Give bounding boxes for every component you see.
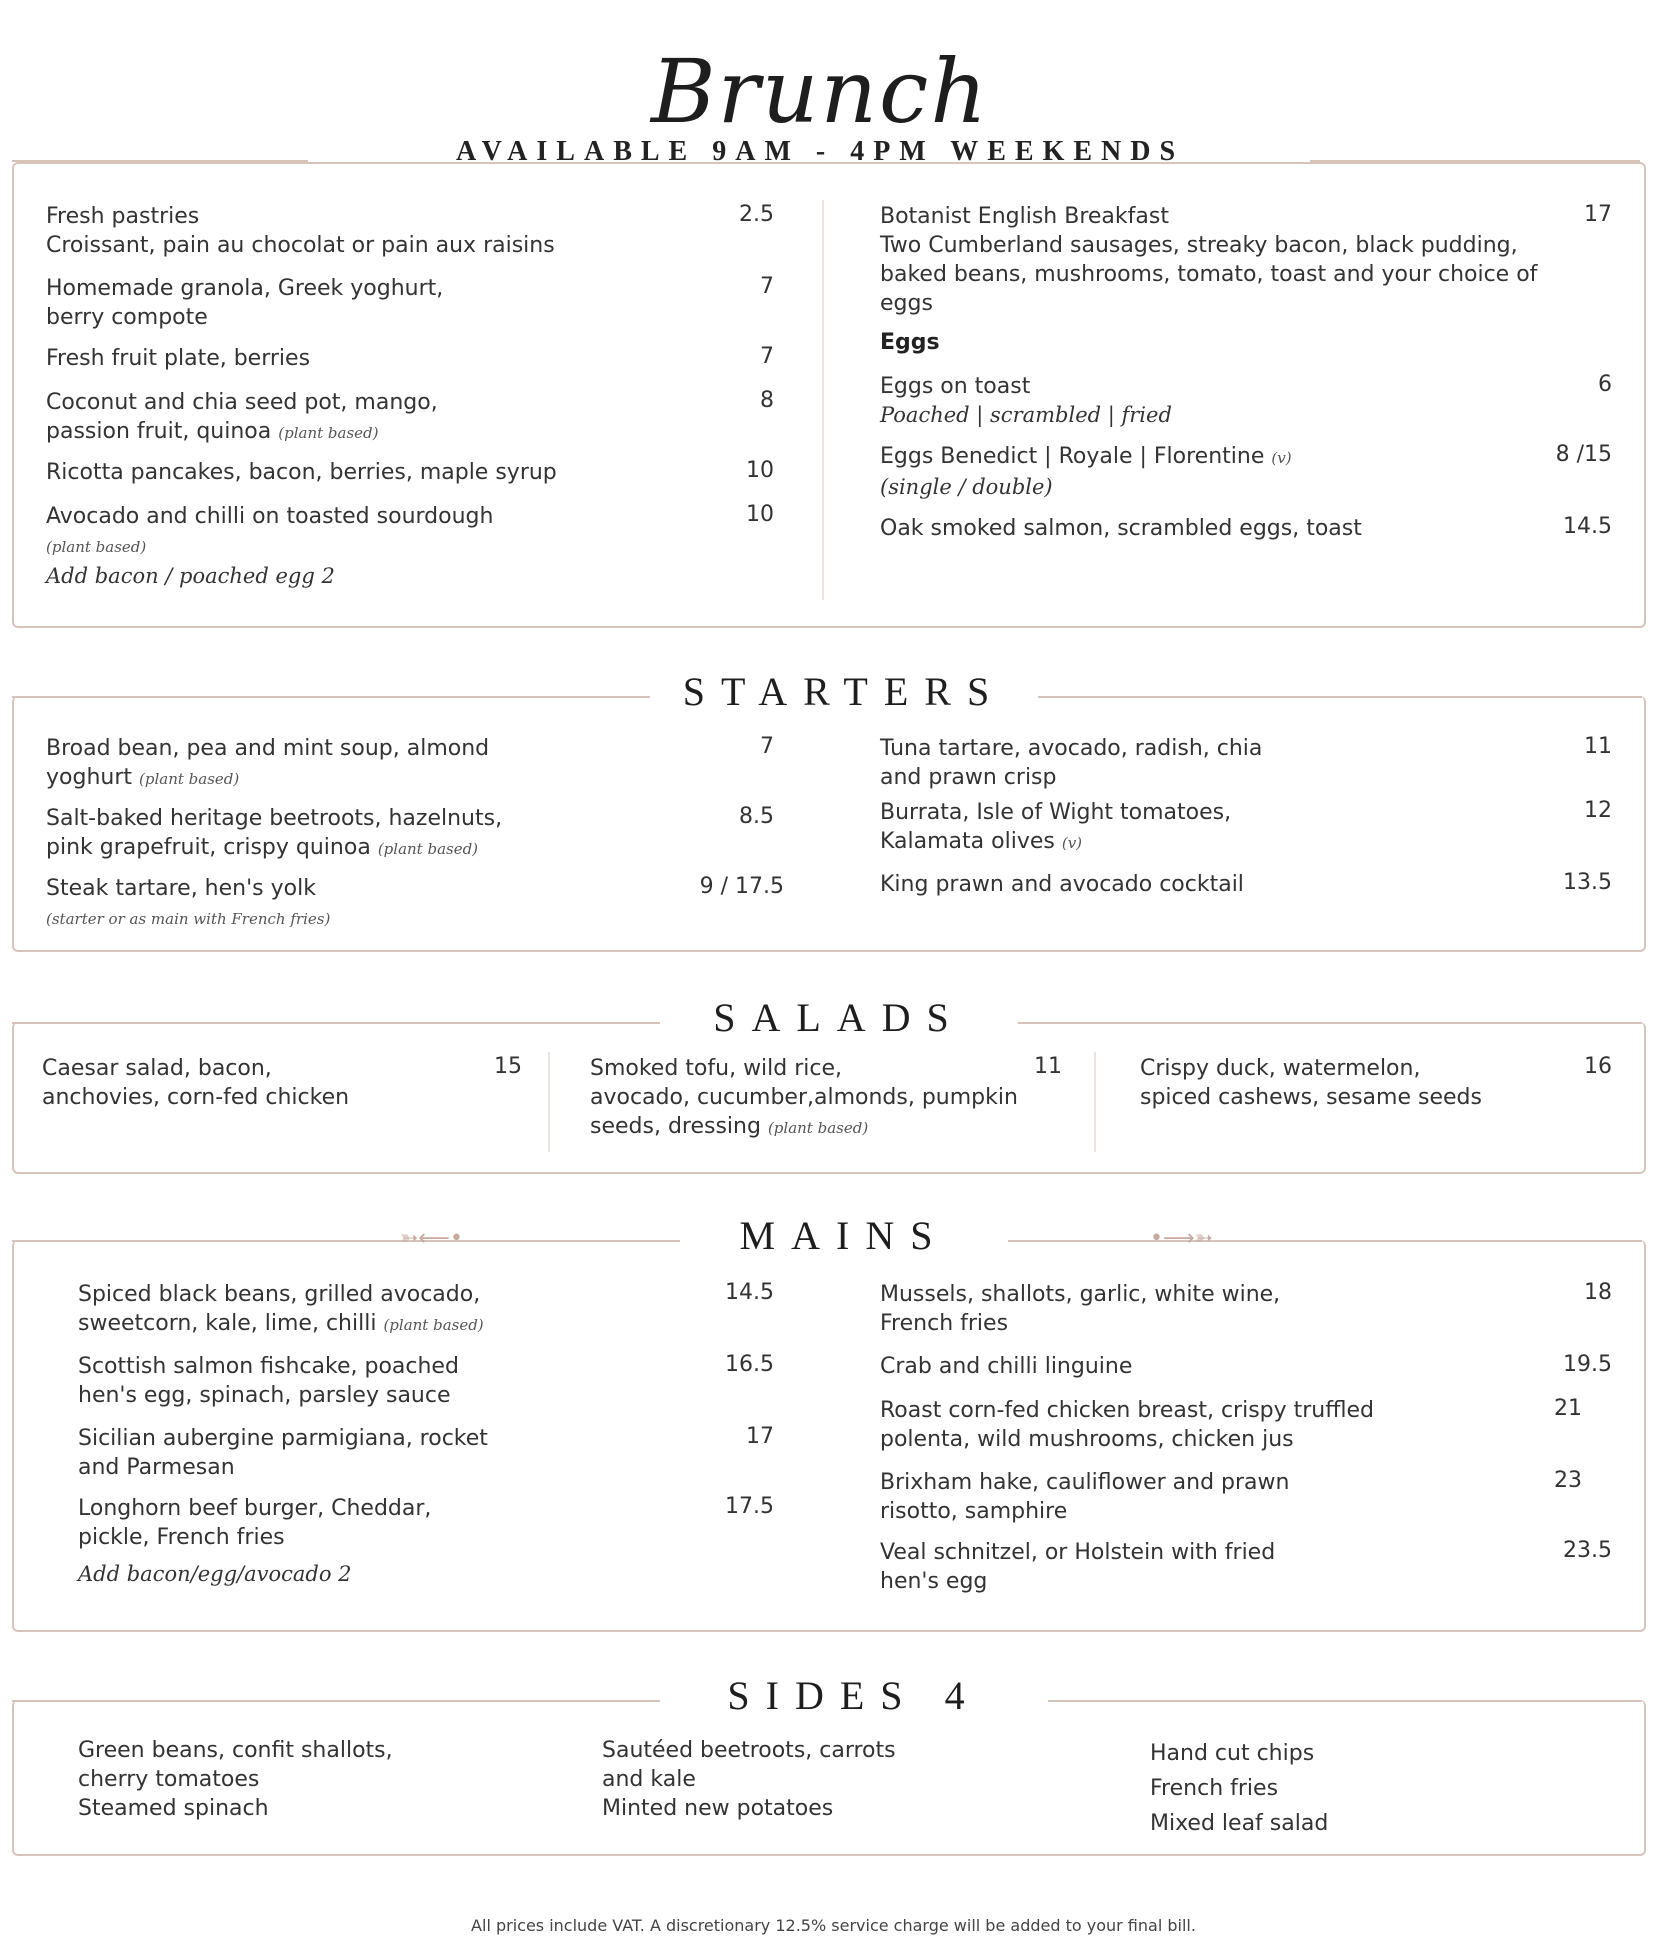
brunch-price: 6 [1598,372,1612,397]
main-item: Scottish salmon fishcake, poached hen's egg, spinach, parsley sauce [78,1354,459,1408]
main-price: 16.5 [725,1352,774,1377]
arrow-ornament-icon: •⟶➳ [1150,1226,1213,1251]
starter-item: Tuna tartare, avocado, radish, chia and prawn crisp [880,736,1263,790]
main-price: 19.5 [1563,1352,1612,1377]
footer-note: All prices include VAT. A discretionary 12.5% service charge will be added to your final bill. [471,1916,1196,1935]
main-extra: Add bacon/egg/avocado 2 [78,1562,352,1586]
brunch-item: Homemade granola, Greek yoghurt, berry compote [46,276,444,330]
brunch-item: Fresh pastries Croissant, pain au chocolat or pain aux raisins [46,204,555,258]
starter-price: 13.5 [1563,870,1612,895]
brunch-item: Fresh fruit plate, berries [46,346,311,371]
main-item: Brixham hake, cauliflower and prawn risotto, samphire [880,1470,1290,1524]
main-item: Longhorn beef burger, Cheddar, pickle, French fries [78,1496,432,1550]
brunch-item: Ricotta pancakes, bacon, berries, maple syrup [46,460,557,485]
starter-item: King prawn and avocado cocktail [880,872,1244,897]
salad-price: 15 [494,1054,522,1079]
brunch-price: 14.5 [1563,514,1612,539]
brunch-item: Eggs on toast Poached | scrambled | fried [880,374,1172,427]
mains-title: MAINS [680,1212,1008,1259]
main-item: Spiced black beans, grilled avocado, sweetcorn, kale, lime, chilli (plant based) [78,1282,484,1336]
salad-price: 16 [1584,1054,1612,1079]
brunch-price: 17 [1584,202,1612,227]
sides-column: Hand cut chips French fries Mixed leaf salad [1150,1741,1329,1836]
salad-item: Smoked tofu, wild rice, avocado, cucumber,almonds, pumpkin seeds, dressing (plant based) [590,1056,1018,1139]
starter-price: 7 [760,734,774,759]
starter-item: Steak tartare, hen's yolk (starter or as main with French fries) [46,876,331,928]
main-price: 18 [1584,1280,1612,1305]
brunch-price: 8 /15 [1555,442,1612,467]
main-item: Crab and chilli linguine [880,1354,1133,1379]
salads-title: SALADS [660,994,1018,1041]
main-item: Sicilian aubergine parmigiana, rocket and Parmesan [78,1426,488,1480]
sides-title: SIDES 4 [660,1672,1048,1719]
main-price: 14.5 [725,1280,774,1305]
brunch-price: 8 [760,388,774,413]
salads-divider [1094,1052,1096,1152]
starter-item: Burrata, Isle of Wight tomatoes, Kalamata olives (v) [880,800,1232,854]
sides-column: Green beans, confit shallots, cherry tomatoes Steamed spinach [78,1738,393,1821]
salad-item: Caesar salad, bacon, anchovies, corn-fed chicken [42,1056,350,1110]
brunch-item: Botanist English Breakfast Two Cumberland sausages, streaky bacon, black pudding, baked beans, mushrooms, tomato, toast and your choice of eggs [880,204,1538,316]
starter-price: 11 [1584,734,1612,759]
arrow-ornament-icon: ➳⟵• [400,1226,463,1251]
salad-price: 11 [1034,1054,1062,1079]
brunch-item: Avocado and chilli on toasted sourdough (plant based) Add bacon / poached egg 2 [46,504,494,588]
brunch-price: 10 [746,502,774,527]
menu-subtitle: AVAILABLE 9AM - 4PM WEEKENDS [455,136,1185,167]
brunch-price: 7 [760,274,774,299]
main-price: 17 [746,1424,774,1449]
menu-title: Brunch [650,40,990,143]
starter-price: 12 [1584,798,1612,823]
eggs-heading: Eggs [880,330,940,355]
main-price: 23 [1554,1468,1582,1493]
brunch-divider [822,200,824,600]
starter-item: Broad bean, pea and mint soup, almond yoghurt (plant based) [46,736,490,790]
brunch-price: 10 [746,458,774,483]
salads-divider [548,1052,550,1152]
sides-price: 4 [944,1673,981,1718]
brunch-item: Eggs Benedict | Royale | Florentine (v) (single / double) [880,444,1292,499]
main-price: 21 [1554,1396,1582,1421]
main-item: Mussels, shallots, garlic, white wine, French fries [880,1282,1281,1336]
starter-item: Salt-baked heritage beetroots, hazelnuts, pink grapefruit, crispy quinoa (plant based) [46,806,503,860]
brunch-item: Oak smoked salmon, scrambled eggs, toast [880,516,1362,541]
main-item: Roast corn-fed chicken breast, crispy truffled polenta, wild mushrooms, chicken jus [880,1398,1375,1452]
brunch-item: Coconut and chia seed pot, mango, passion fruit, quinoa (plant based) [46,390,438,444]
main-price: 23.5 [1563,1538,1612,1563]
starters-title: STARTERS [650,668,1038,715]
sides-column: Sautéed beetroots, carrots and kale Minted new potatoes [602,1738,896,1821]
main-item: Veal schnitzel, or Holstein with fried hen's egg [880,1540,1276,1594]
brunch-price: 7 [760,344,774,369]
salad-item: Crispy duck, watermelon, spiced cashews, sesame seeds [1140,1056,1482,1110]
brunch-price: 2.5 [739,202,774,227]
starter-price: 9 / 17.5 [699,874,784,899]
main-price: 17.5 [725,1494,774,1519]
starter-price: 8.5 [739,804,774,829]
